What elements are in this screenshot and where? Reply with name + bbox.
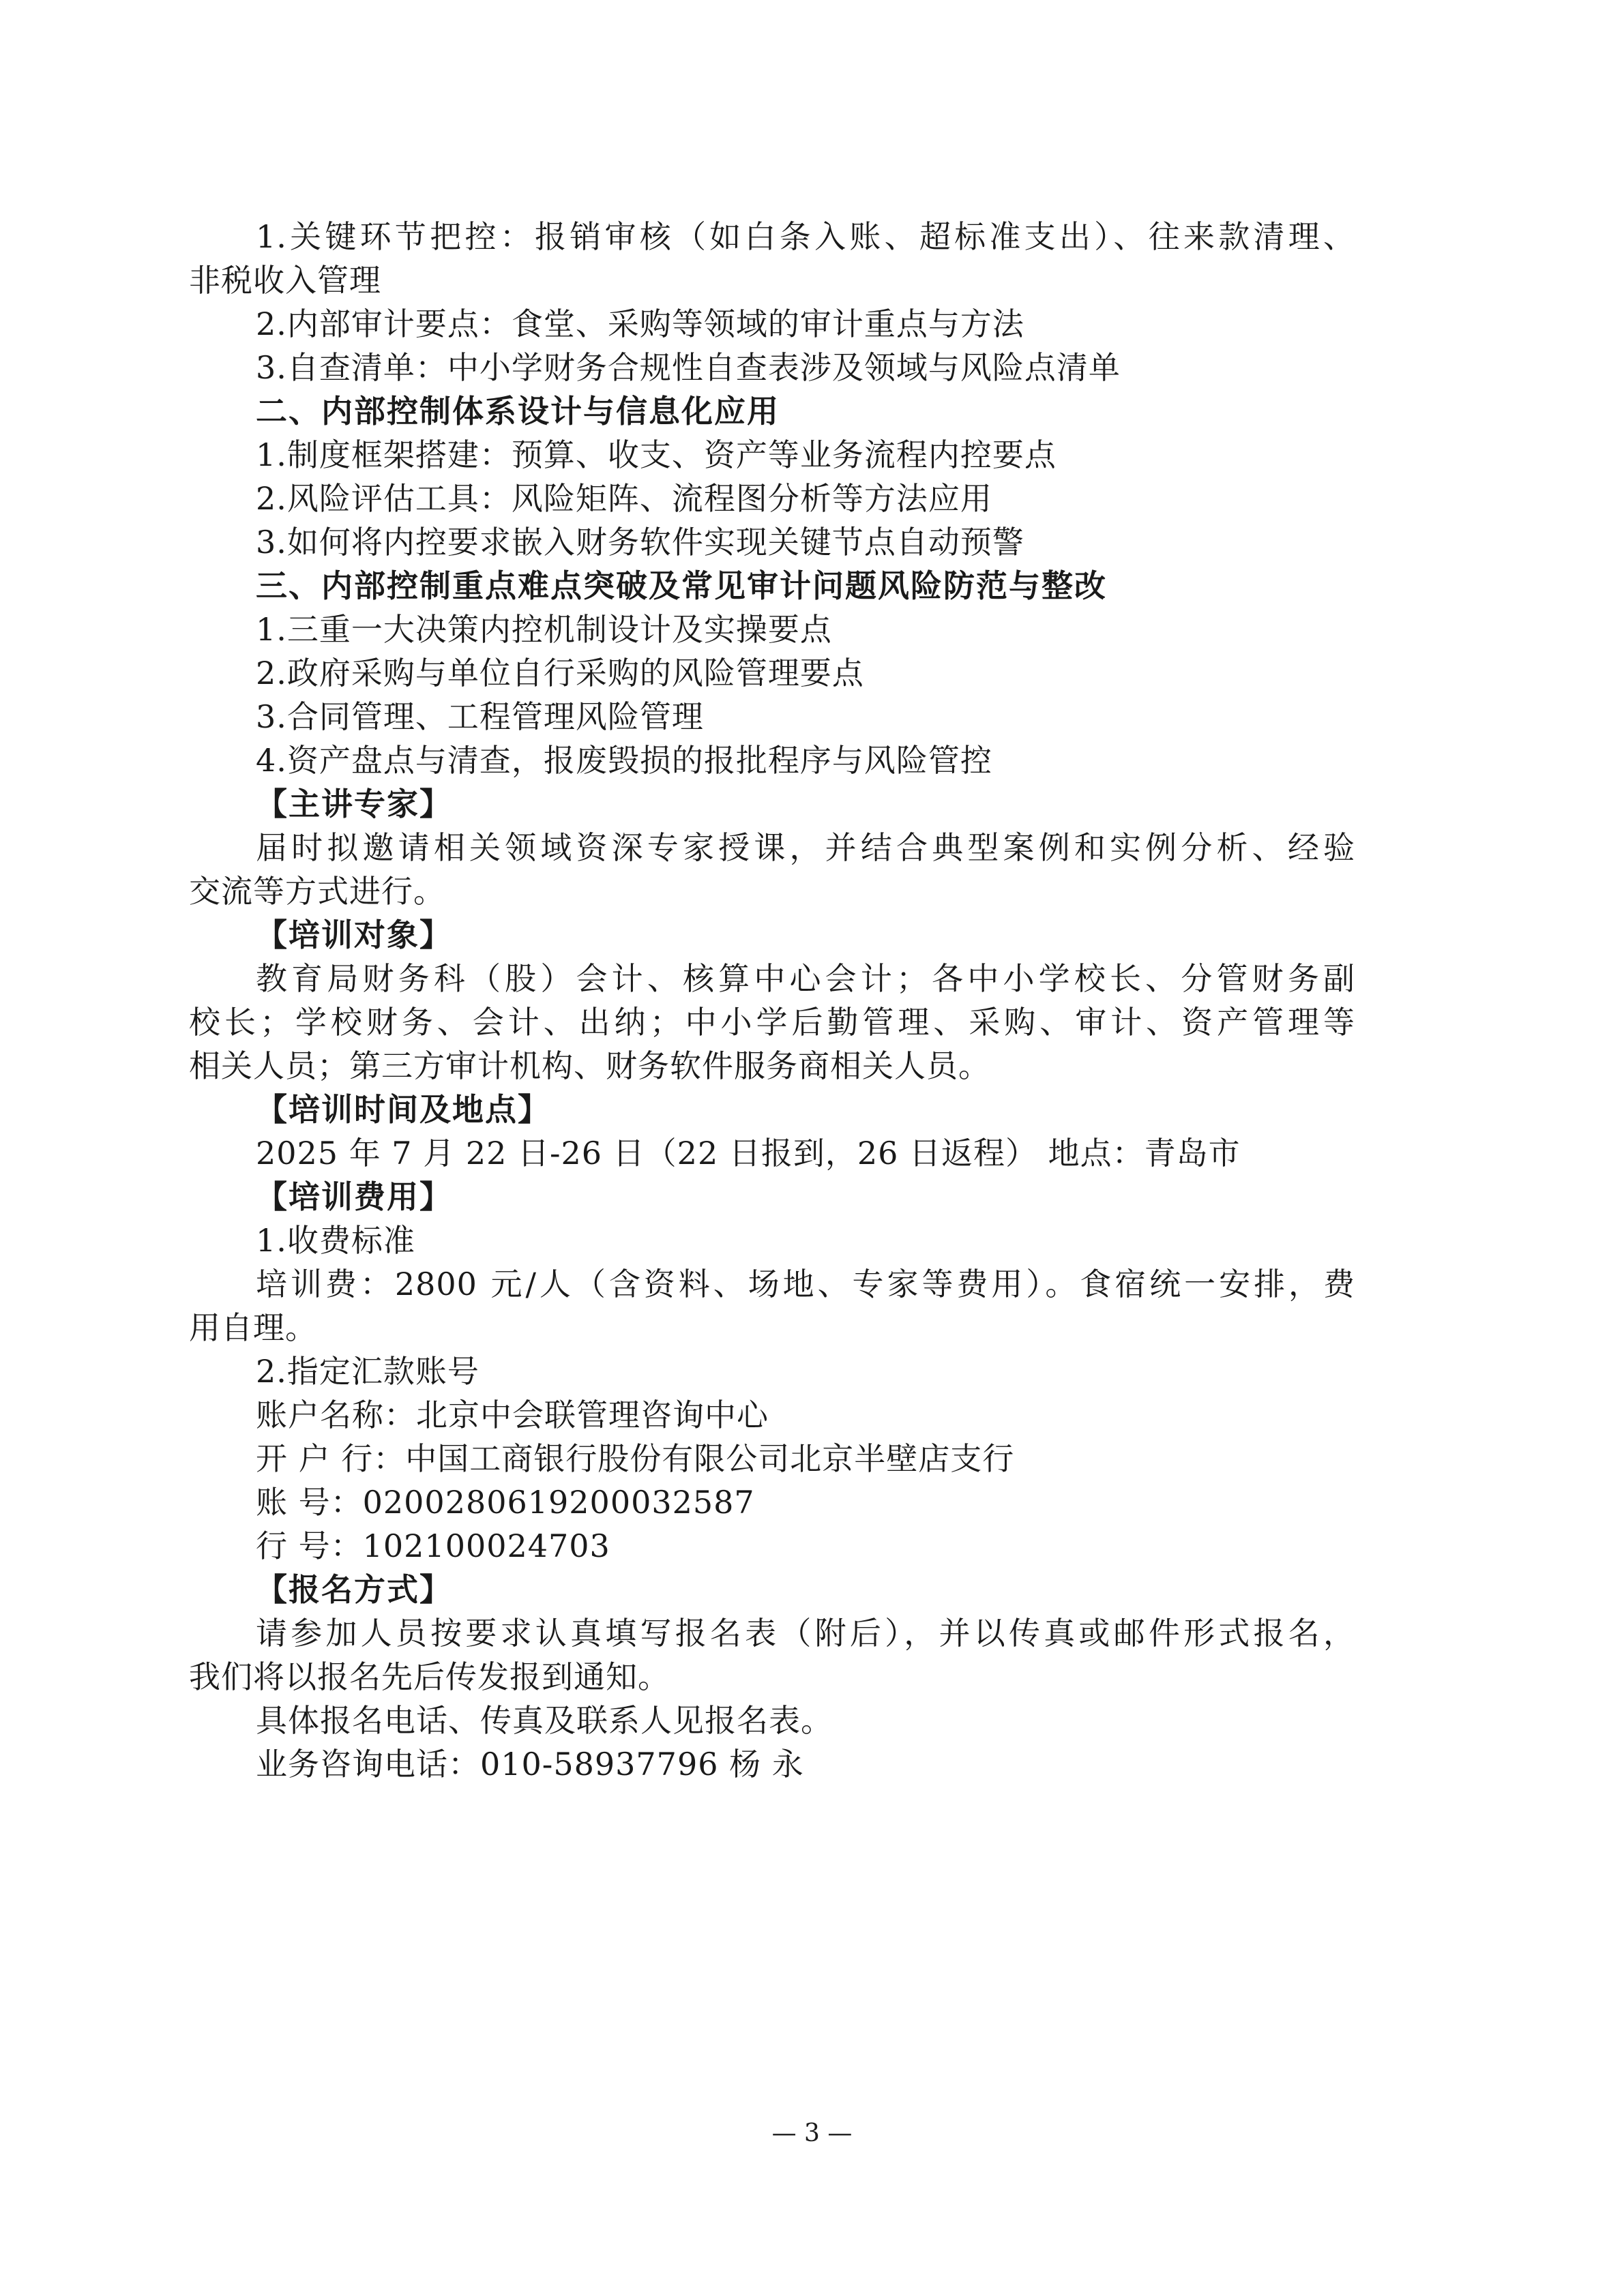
body-line: 我们将以报名先后传发报到通知。	[189, 1658, 670, 1695]
body-line: 2.政府采购与单位自行采购的风险管理要点	[256, 655, 864, 691]
body-line: 教育局财务科（股）会计、核算中心会计；各中小学校长、分管财务副	[256, 960, 1355, 997]
document-body	[189, 215, 1355, 1786]
body-line: 3.自查清单：中小学财务合规性自查表涉及领域与风险点清单	[256, 349, 1121, 386]
body-line: 3.合同管理、工程管理风险管理	[256, 698, 704, 735]
body-line: 2.内部审计要点：食堂、采购等领域的审计重点与方法	[256, 305, 1024, 342]
bracket-heading: 【报名方式】	[256, 1571, 452, 1608]
body-line: 账户名称：北京中会联管理咨询中心	[256, 1397, 769, 1433]
body-line: 开 户 行：中国工商银行股份有限公司北京半壁店支行	[256, 1440, 1015, 1477]
body-line: 1.制度框架搭建：预算、收支、资产等业务流程内控要点	[256, 436, 1057, 473]
body-line: 账 号：0200280619200032587	[256, 1484, 755, 1521]
body-line: 培训费：2800 元/人（含资料、场地、专家等费用）。食宿统一安排，费	[256, 1266, 1355, 1302]
body-line: 4.资产盘点与清查，报废毁损的报批程序与风险管控	[256, 742, 992, 779]
bracket-heading: 【培训时间及地点】	[256, 1091, 550, 1128]
body-line: 具体报名电话、传真及联系人见报名表。	[256, 1702, 833, 1739]
page-number: — 3 —	[771, 2119, 853, 2147]
body-line: 用自理。	[189, 1309, 317, 1346]
body-line: 2.指定汇款账号	[256, 1353, 479, 1390]
body-line: 相关人员；第三方审计机构、财务软件服务商相关人员。	[189, 1047, 990, 1084]
body-line: 业务咨询电话：010-58937796 杨 永	[256, 1746, 804, 1783]
section-heading: 三、内部控制重点难点突破及常见审计问题风险防范与整改	[256, 567, 1107, 604]
body-line: 校长；学校财务、会计、出纳；中小学后勤管理、采购、审计、资产管理等	[189, 1004, 1355, 1041]
body-line: 1.三重一大决策内控机制设计及实操要点	[256, 611, 832, 648]
body-line: 行 号：102100024703	[256, 1527, 610, 1564]
section-heading: 二、内部控制体系设计与信息化应用	[256, 393, 780, 430]
body-line: 非税收入管理	[189, 262, 381, 299]
body-line: 2.风险评估工具：风险矩阵、流程图分析等方法应用	[256, 480, 992, 517]
body-line: 届时拟邀请相关领域资深专家授课，并结合典型案例和实例分析、经验	[256, 829, 1355, 866]
body-line: 1.关键环节把控：报销审核（如白条入账、超标准支出）、往来款清理、	[256, 218, 1355, 255]
bracket-heading: 【培训对象】	[256, 916, 452, 953]
body-line: 请参加人员按要求认真填写报名表（附后），并以传真或邮件形式报名，	[256, 1615, 1355, 1652]
bracket-heading: 【培训费用】	[256, 1178, 452, 1215]
bracket-heading: 【主讲专家】	[256, 786, 452, 822]
body-line: 2025 年 7 月 22 日-26 日（22 日报到，26 日返程） 地点：青岛市	[256, 1135, 1241, 1172]
body-line: 交流等方式进行。	[189, 873, 445, 910]
body-line: 3.如何将内控要求嵌入财务软件实现关键节点自动预警	[256, 524, 1024, 561]
body-line: 1.收费标准	[256, 1222, 415, 1259]
